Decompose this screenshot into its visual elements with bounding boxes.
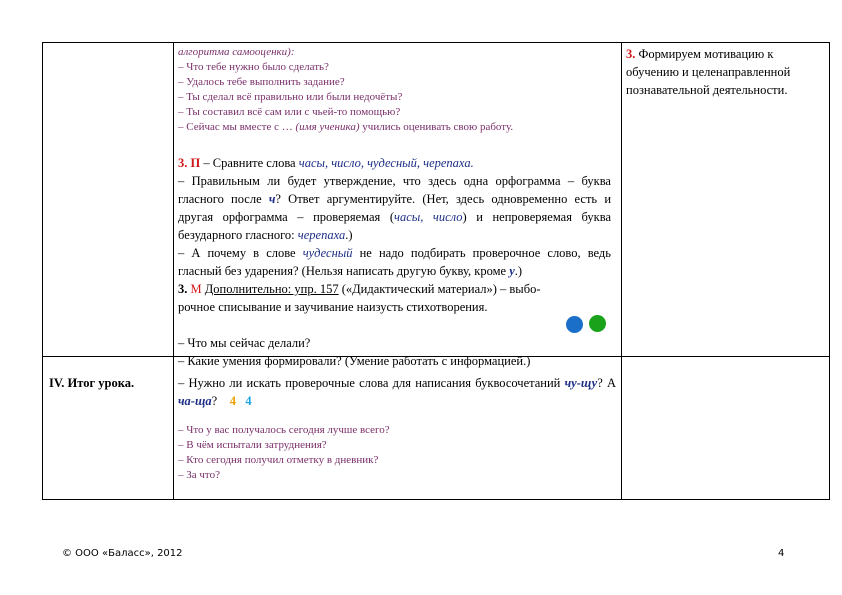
green-circle-marker	[589, 315, 606, 332]
statement-text-c: ) и непроверяемая буква безударного гласного:	[178, 210, 611, 242]
now-line-end: учились оценивать свою работу.	[359, 121, 514, 133]
lesson-stage-title: IV. Итог урока.	[49, 376, 135, 390]
task-text: – Сравните слова	[200, 156, 299, 170]
letter-ch: ч	[268, 192, 276, 206]
self-assessment-question: – Ты составил всё сам или с чьей-то помощью?	[178, 106, 401, 118]
why-text-c: .)	[514, 264, 523, 278]
statement-question	[178, 172, 611, 244]
self-assessment-question: – Ты сделал всё правильно или были недочёты?	[178, 91, 403, 103]
task-letter: М	[190, 282, 202, 296]
column-divider-2	[621, 43, 622, 499]
row1-goal-cell	[626, 45, 824, 99]
self-assessment-intro: алгоритма самооценки):	[178, 46, 295, 58]
additional-text-1: («Дидактический материал») – выбо-	[338, 282, 541, 296]
task-number: 3.	[178, 282, 188, 296]
self-assessment-now-line	[178, 120, 611, 135]
reflection-question: – Кто сегодня получил отметку в дневник?	[178, 454, 379, 466]
why-word: чудесный	[302, 246, 353, 260]
reflection-question: – За что?	[178, 469, 220, 481]
task-letter: П	[190, 156, 201, 170]
summary-question	[178, 374, 616, 410]
question-doing: – Что мы сейчас делали?	[178, 336, 311, 350]
footer-copyright: © ООО «Баласс», 2012	[62, 548, 183, 559]
row2-content-cell	[178, 374, 616, 483]
now-line-start: – Сейчас мы вместе с …	[178, 121, 296, 133]
why-text-b: не надо подбирать проверочное слово, ведь гласный без ударения? (Нельзя написать другую букву, кроме	[178, 246, 611, 278]
table-border-right	[829, 43, 830, 499]
additional-text-2: рочное списывание и заучивание наизусть стихотворения.	[178, 300, 488, 314]
letter-combo-chu-shchu: чу-щу	[564, 376, 598, 390]
task3-additional	[178, 280, 611, 316]
letter-combo-cha-shcha: ча-ща	[178, 394, 212, 408]
task-words: часы, число, чудесный, черепаха	[298, 156, 471, 170]
task-number: 3.	[178, 156, 188, 170]
task-end: .	[470, 156, 474, 170]
letter-u: у	[509, 264, 515, 278]
summary-text-c: ?	[211, 394, 218, 408]
question-skills: – Какие умения формировали? (Умение работать с информацией.)	[178, 354, 531, 368]
table-border-left	[42, 43, 43, 499]
page-number: 4	[778, 548, 785, 559]
statement-text-d: .)	[345, 228, 353, 242]
goal-number: 3.	[626, 47, 636, 61]
reflection-question: – Что у вас получалось сегодня лучше всего?	[178, 424, 390, 436]
why-text-a: – А почему в слове	[178, 246, 303, 260]
self-assessment-question: – Что тебе нужно было сделать?	[178, 61, 329, 73]
lesson-table	[42, 42, 830, 500]
statement-text-a: – Правильным ли будет утверждение, что здесь одна орфограмма – буква гласного после	[178, 174, 611, 206]
mark-cyan: 4	[245, 394, 252, 408]
now-line-placeholder: (имя ученика)	[295, 121, 360, 133]
summary-text-b: ? А	[597, 376, 616, 390]
additional-exercise-link[interactable]: Дополнительно: упр. 157	[204, 282, 339, 296]
self-assessment-question: – Удалось тебе выполнить задание?	[178, 76, 345, 88]
checked-words: часы, число	[394, 210, 463, 224]
goal-text: Формируем мотивацию к обучению и целенаправленной познавательной деятельности.	[626, 47, 791, 97]
mark-orange: 4	[229, 394, 236, 408]
reflection-question: – В чём испытали затруднения?	[178, 439, 327, 451]
blue-circle-marker	[566, 316, 583, 333]
statement-text-b: ? Ответ аргументируйте. (Нет, здесь одновременно есть и другая орфограмма – проверяемая (	[178, 192, 612, 224]
task3-compare	[178, 154, 611, 172]
summary-text-a: – Нужно ли искать проверочные слова для написания буквосочетаний	[178, 376, 565, 390]
why-question	[178, 244, 611, 280]
row1-content-cell	[173, 45, 621, 370]
unchecked-word: черепаха	[297, 228, 346, 242]
